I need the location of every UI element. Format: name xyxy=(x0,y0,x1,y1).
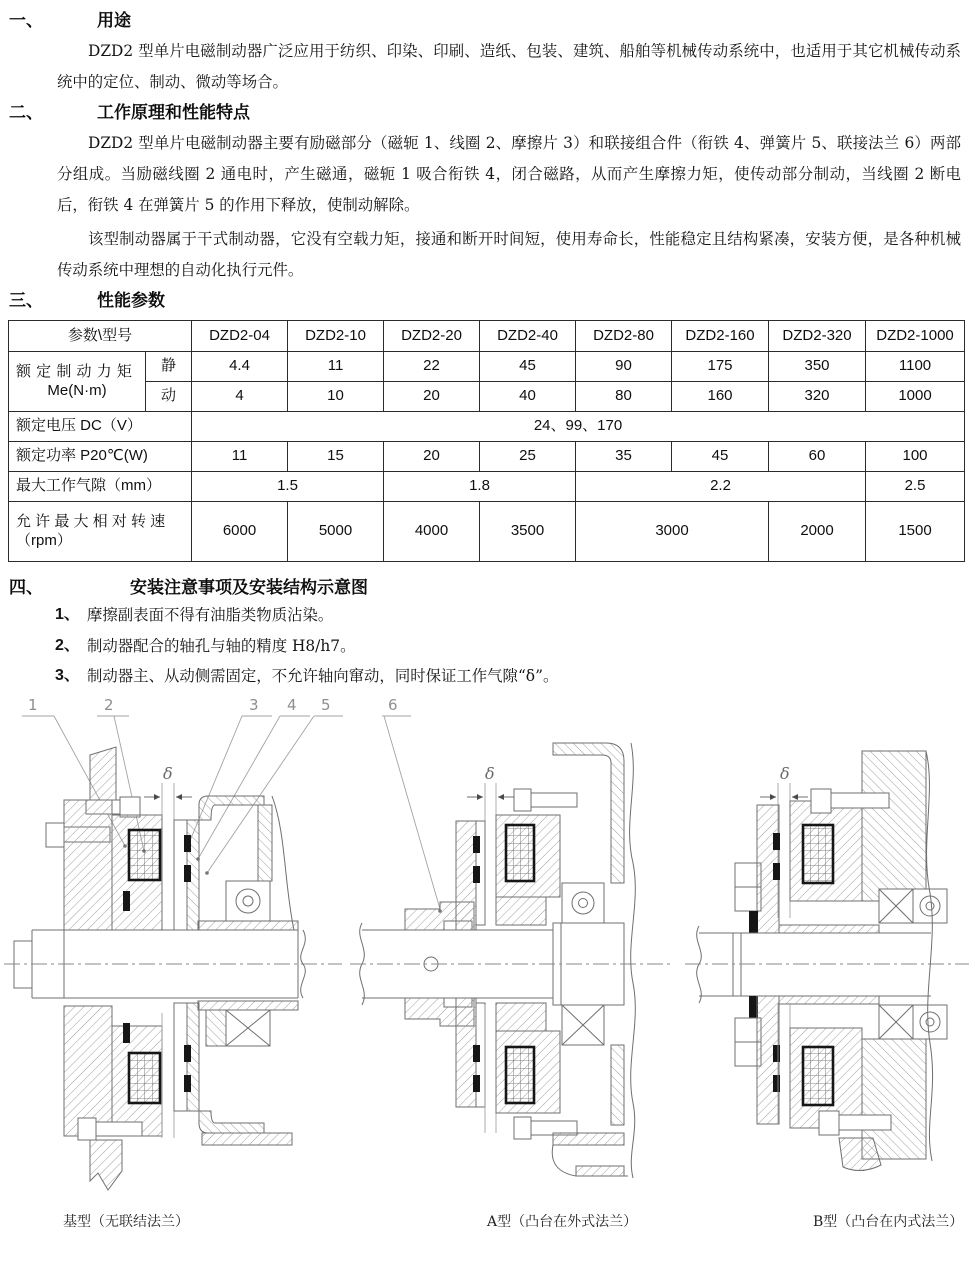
speed-label-line1: 允 许 最 大 相 对 转 速 xyxy=(16,512,166,530)
housing-edge xyxy=(272,796,294,930)
bolt-head xyxy=(514,1117,531,1139)
support-leg xyxy=(90,1140,122,1190)
value-cell: 15 xyxy=(288,442,384,472)
magnet-yoke xyxy=(64,1006,112,1136)
diagram-b-type xyxy=(683,693,973,1193)
svg-text:δ: δ xyxy=(485,764,495,783)
value-cell: 45 xyxy=(672,442,769,472)
power-row xyxy=(9,442,965,472)
bolt-head xyxy=(46,823,64,847)
install-note-1 xyxy=(55,600,975,631)
bolt-head xyxy=(811,789,831,813)
item-number: 3、 xyxy=(55,667,80,684)
caption-base-type: 基型（无联结法兰） xyxy=(63,1214,189,1230)
value-cell: 80 xyxy=(576,382,672,412)
hub-sleeve xyxy=(198,1001,298,1010)
hub-bracket-side xyxy=(258,805,272,881)
friction-pad xyxy=(473,836,480,853)
callout-5: 5 xyxy=(321,696,331,714)
support-foot xyxy=(839,1138,881,1171)
power-label-cell: 额定功率 P20℃(W) xyxy=(9,442,192,472)
item-text: 制动器主、从动侧需固定，不允许轴向窜动，同时保证工作气隙“δ”。 xyxy=(87,667,559,685)
callout-2: 2 xyxy=(104,696,114,714)
keyway xyxy=(123,1023,130,1043)
section-3-number: 三、 xyxy=(9,291,43,310)
value-cell: 35 xyxy=(576,442,672,472)
brake-cross-section-lower xyxy=(64,1001,298,1190)
max-speed-row xyxy=(9,502,965,562)
value-cell: 4.4 xyxy=(192,352,288,382)
bolt-head xyxy=(78,1118,96,1140)
caption-b-type: B型（凸台在内式法兰） xyxy=(813,1214,964,1230)
friction-pad xyxy=(473,1075,480,1092)
air-gap-row xyxy=(9,472,965,502)
value-cell: 20 xyxy=(384,382,480,412)
bracket-tail-band xyxy=(576,1166,624,1176)
callout-labels xyxy=(382,696,442,913)
value-cell: 1000 xyxy=(866,382,965,412)
section-1-heading xyxy=(0,0,975,33)
value-cell: 4 xyxy=(192,382,288,412)
yoke-lower xyxy=(496,897,546,925)
bolt-shank xyxy=(96,1122,142,1136)
value-cell: 1.5 xyxy=(192,472,384,502)
value-cell: 2.5 xyxy=(866,472,965,502)
value-cell: 20 xyxy=(384,442,480,472)
magnet-yoke xyxy=(64,800,112,930)
value-cell: 22 xyxy=(384,352,480,382)
brake-cross-section-lower xyxy=(735,996,947,1171)
section-2-paragraph-1: DZD2 型单片电磁制动器主要有励磁部分（磁轭 1、线圈 2、摩擦片 3）和联接组合件（衔铁 4、弹簧片 5、联接法兰 6）两部分组成。当励磁线圈 2 通电时，产生磁通，磁轭 1 吸合衔铁 4，闭合磁路，从而产生摩擦力矩，使传动部分制动，当线圈 2 断电后，衔铁 4 在弹簧片 5 的作用下释放，使制动解除。 xyxy=(57,134,961,214)
section-2-paragraph-2: 该型制动器属于干式制动器，它没有空载力矩，接通和断开时间短，使用寿命长，性能稳定且结构紧凑，安装方便，是各种机械传动系统中理想的自动化执行元件。 xyxy=(57,230,961,279)
section-4-heading xyxy=(0,576,975,600)
value-cell: 40 xyxy=(480,382,576,412)
value-cell: 1.8 xyxy=(384,472,576,502)
value-cell: 100 xyxy=(866,442,965,472)
section-4-number: 四、 xyxy=(9,578,43,597)
break-line xyxy=(697,926,702,1003)
gap-label-cell: 最大工作气隙（mm） xyxy=(9,472,192,502)
torque-label-cell xyxy=(9,352,146,412)
coil xyxy=(803,1047,833,1105)
model-header-cell: DZD2-320 xyxy=(769,321,866,352)
speed-label-line2: （rpm） xyxy=(16,531,72,549)
item-text: 制动器配合的轴孔与轴的精度 H8/h7。 xyxy=(87,636,356,655)
flange-foot xyxy=(202,1133,292,1145)
value-cell: 2.2 xyxy=(576,472,866,502)
diagram-base-type xyxy=(2,693,347,1193)
yoke-upper xyxy=(496,1003,546,1031)
mounting-bracket-side xyxy=(611,1045,624,1125)
section-4-title: 安装注意事项及安装结构示意图 xyxy=(130,578,368,597)
brake-cross-section xyxy=(735,751,947,933)
mounting-bracket xyxy=(553,743,624,883)
friction-pad xyxy=(473,866,480,883)
shaft-end xyxy=(14,941,32,988)
section-1-title: 用途 xyxy=(97,11,131,30)
section-1-paragraph: DZD2 型单片电磁制动器广泛应用于纺织、印染、印刷、造纸、包装、建筑、船舶等机械传动系统中，也适用于其它机械传动系统中的定位、制动、微动等场合。 xyxy=(57,42,961,91)
installation-diagrams xyxy=(0,693,975,1258)
hub-sleeve xyxy=(779,996,879,1004)
friction-pad xyxy=(184,1075,191,1092)
value-cell: 4000 xyxy=(384,502,480,562)
coil xyxy=(803,825,833,883)
hub-bracket xyxy=(199,1111,264,1133)
model-header-cell: DZD2-20 xyxy=(384,321,480,352)
caption-a-type: A型（凸台在外式法兰） xyxy=(487,1214,638,1230)
coil xyxy=(129,1053,160,1103)
corner-cell: 参数\型号 xyxy=(9,321,192,352)
callout-1: 1 xyxy=(28,696,38,714)
model-header-cell: DZD2-10 xyxy=(288,321,384,352)
value-cell: 175 xyxy=(672,352,769,382)
diagram-a-type xyxy=(348,693,678,1193)
bracket-foot xyxy=(553,1133,624,1145)
callout-3: 3 xyxy=(249,696,259,714)
friction-pad xyxy=(184,835,191,852)
brake-cross-section-lower xyxy=(405,998,628,1176)
coil xyxy=(129,830,160,880)
bolt-shank xyxy=(531,793,577,807)
model-header-cell: DZD2-04 xyxy=(192,321,288,352)
bolt-head xyxy=(819,1111,839,1135)
keyway xyxy=(749,911,758,933)
model-header-cell: DZD2-80 xyxy=(576,321,672,352)
bolt-head xyxy=(514,789,531,811)
section-1-number: 一、 xyxy=(9,11,43,30)
coil xyxy=(506,1047,534,1103)
model-header-cell: DZD2-1000 xyxy=(866,321,965,352)
friction-pad xyxy=(773,1045,780,1062)
value-cell: 45 xyxy=(480,352,576,382)
mounting-plate xyxy=(90,747,116,800)
section-2-heading xyxy=(0,101,975,125)
value-cell: 11 xyxy=(288,352,384,382)
performance-parameters-table xyxy=(8,320,965,562)
bearing xyxy=(920,1012,940,1032)
bearing xyxy=(572,892,594,914)
value-cell: 2000 xyxy=(769,502,866,562)
hub-bracket xyxy=(199,796,264,820)
friction-pad xyxy=(184,1045,191,1062)
value-cell: 350 xyxy=(769,352,866,382)
static-torque-row xyxy=(9,352,965,382)
voltage-label-cell: 额定电压 DC（V） xyxy=(9,412,192,442)
install-note-3 xyxy=(55,661,975,692)
section-3-heading xyxy=(0,289,975,313)
coil xyxy=(506,825,534,881)
item-number: 1、 xyxy=(55,606,80,623)
shaft xyxy=(4,930,342,998)
callout-4: 4 xyxy=(287,696,297,714)
static-label-cell: 静 xyxy=(146,352,192,382)
shaft xyxy=(350,923,674,1005)
break-line xyxy=(926,751,933,1161)
value-cell: 25 xyxy=(480,442,576,472)
table-header-row xyxy=(9,321,965,352)
bolt-head xyxy=(120,797,140,817)
section-2-title: 工作原理和性能特点 xyxy=(97,103,250,122)
callout-6: 6 xyxy=(388,696,398,714)
svg-text:δ: δ xyxy=(780,764,790,783)
value-cell: 3500 xyxy=(480,502,576,562)
value-cell: 5000 xyxy=(288,502,384,562)
item-number: 2、 xyxy=(55,636,80,654)
hub-bracket-side xyxy=(206,1010,226,1046)
break-line xyxy=(630,743,636,1178)
friction-pad xyxy=(773,1075,780,1092)
dynamic-label-cell: 动 xyxy=(146,382,192,412)
bearing xyxy=(920,896,940,916)
item-text: 摩擦副表面不得有油脂类物质沾染。 xyxy=(87,606,334,624)
hub-sleeve xyxy=(198,921,298,930)
value-cell: 1500 xyxy=(866,502,965,562)
value-cell: 3000 xyxy=(576,502,769,562)
hub-sleeve xyxy=(779,925,879,933)
friction-pad xyxy=(473,1045,480,1062)
friction-pad xyxy=(773,863,780,880)
voltage-row xyxy=(9,412,965,442)
bolt-shank xyxy=(839,1115,891,1130)
torque-label-line1: 额 定 制 动 力 矩 xyxy=(16,362,133,380)
section-3-title: 性能参数 xyxy=(97,291,165,310)
friction-pad xyxy=(773,833,780,850)
bearing xyxy=(236,889,260,913)
friction-pad xyxy=(184,865,191,882)
value-cell: 160 xyxy=(672,382,769,412)
keyway xyxy=(123,891,130,911)
value-cell: 90 xyxy=(576,352,672,382)
value-cell: 11 xyxy=(192,442,288,472)
voltage-value-cell: 24、99、170 xyxy=(192,412,965,442)
value-cell: 320 xyxy=(769,382,866,412)
value-cell: 6000 xyxy=(192,502,288,562)
svg-text:δ: δ xyxy=(163,764,173,783)
value-cell: 10 xyxy=(288,382,384,412)
value-cell: 1100 xyxy=(866,352,965,382)
install-note-2 xyxy=(55,631,975,662)
speed-label-cell xyxy=(9,502,192,562)
model-header-cell: DZD2-160 xyxy=(672,321,769,352)
dynamic-torque-row xyxy=(9,382,965,412)
mounting-block xyxy=(862,751,926,901)
shaft xyxy=(685,926,969,1003)
torque-label-line2: Me(N·m) xyxy=(47,381,107,399)
bolt-shank xyxy=(831,793,889,808)
value-cell: 60 xyxy=(769,442,866,472)
model-header-cell: DZD2-40 xyxy=(480,321,576,352)
section-2-number: 二、 xyxy=(9,103,43,122)
